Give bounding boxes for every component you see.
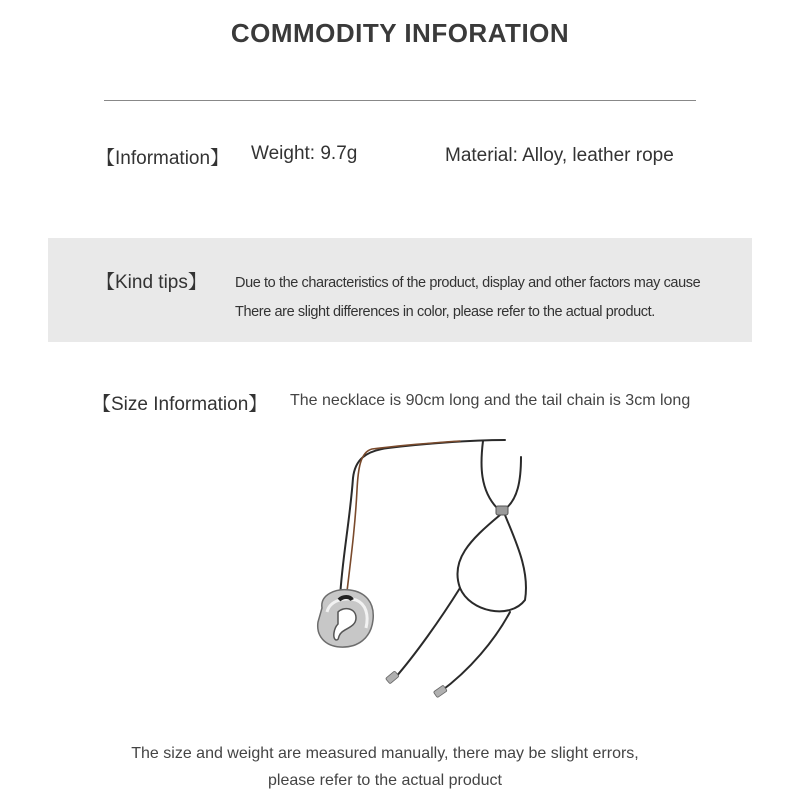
kind-tips-text	[235, 269, 700, 327]
necklace-pendant-photo	[300, 430, 540, 710]
material-value: Material: Alloy, leather rope	[445, 145, 674, 166]
page-title: COMMODITY INFORATION	[230, 18, 570, 48]
end-cap-left	[385, 671, 399, 684]
size-information-label: 【Size Information】	[92, 394, 268, 415]
size-information-text: The necklace is 90cm long and the tail chain is 3cm long	[290, 392, 691, 409]
leather-cord	[340, 440, 526, 692]
pendant	[318, 590, 374, 647]
kind-tips-label: 【Kind tips】	[96, 272, 207, 293]
footer-line-2: please refer to the actual product	[268, 772, 502, 789]
kind-tips-line-2: There are slight differences in color, please refer to the actual product.	[235, 304, 655, 320]
weight-value: Weight: 9.7g	[251, 143, 358, 164]
divider	[104, 100, 696, 101]
information-label: 【Information】	[96, 148, 230, 169]
footer-note	[0, 740, 770, 794]
footer-line-1: The size and weight are measured manually, there may be slight errors,	[131, 745, 639, 762]
slider-bead	[496, 506, 508, 515]
kind-tips-line-1: Due to the characteristics of the product, display and other factors may cause	[235, 275, 701, 291]
